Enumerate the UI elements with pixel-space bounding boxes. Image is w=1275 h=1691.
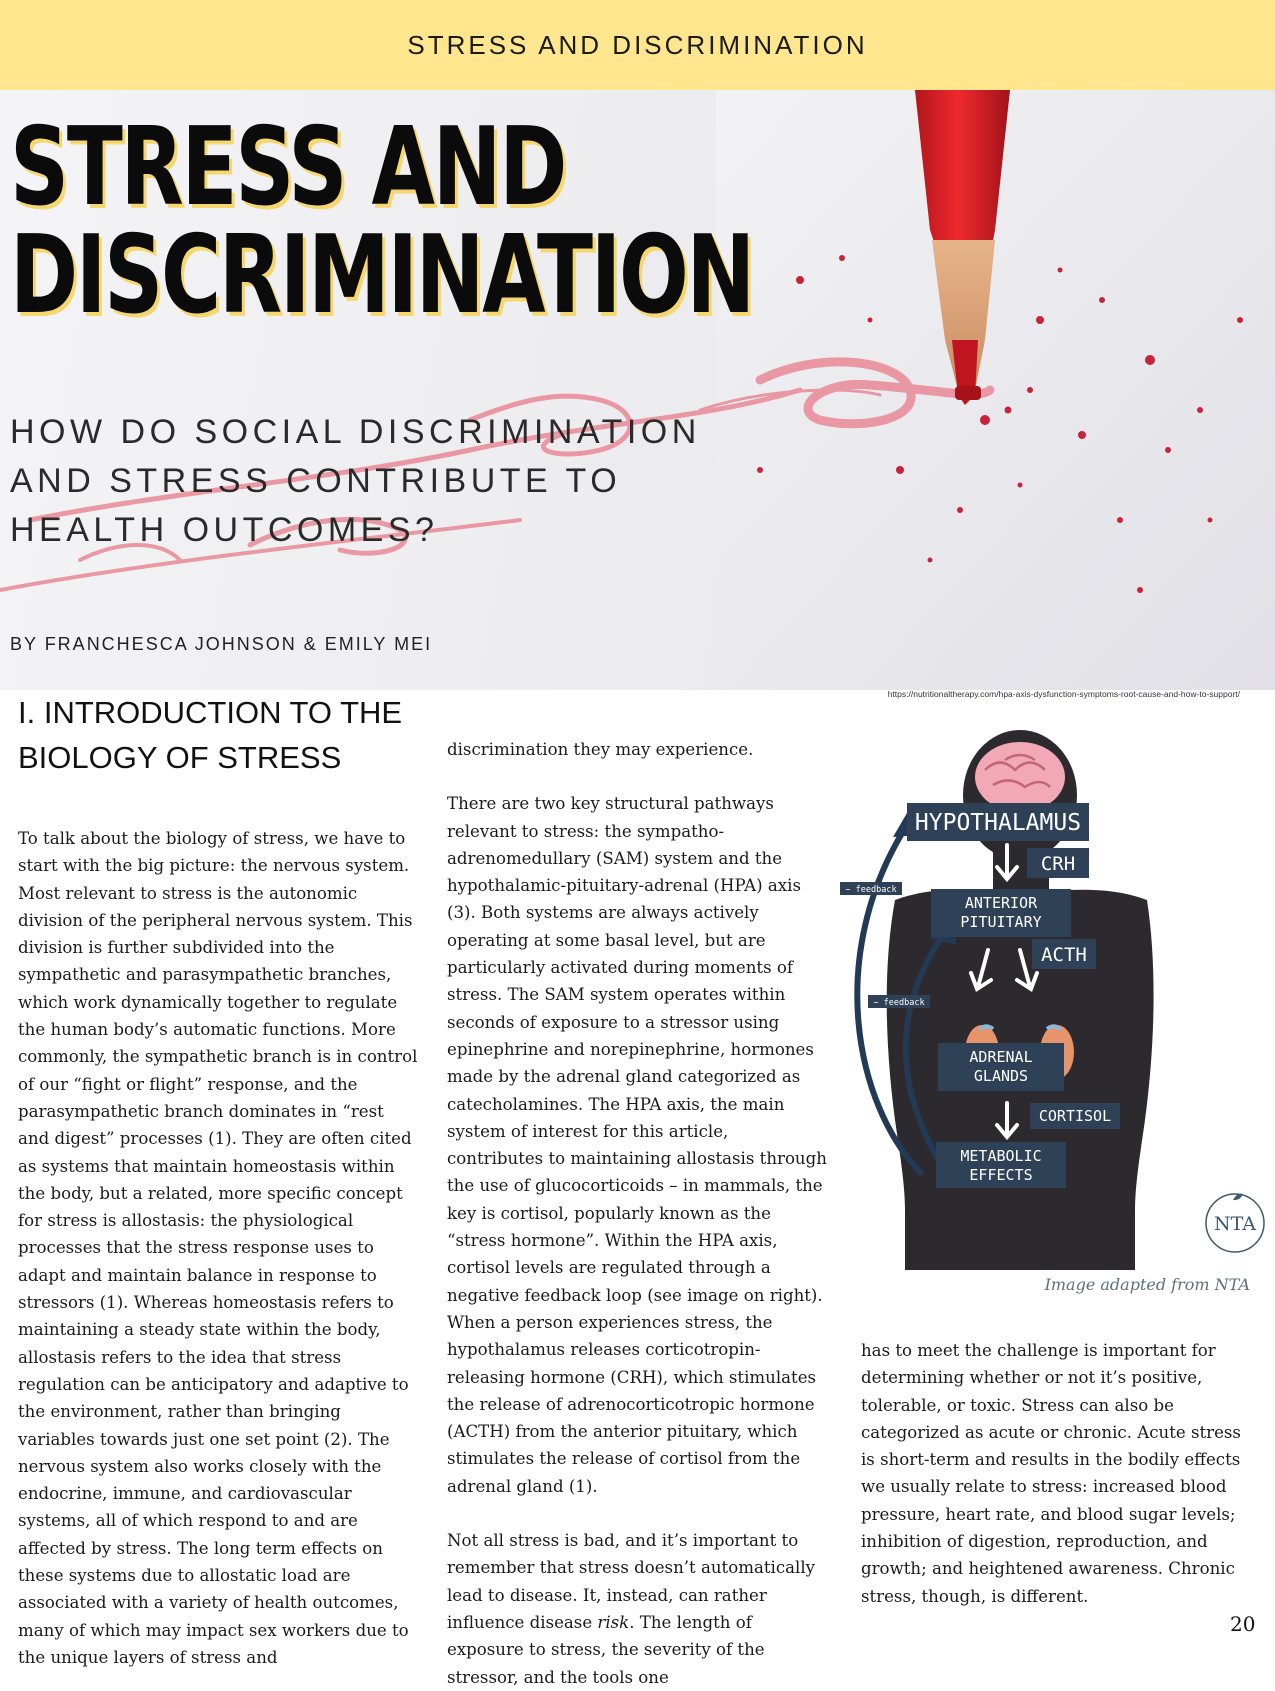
main-title: [10, 105, 753, 338]
metabolic-effects-line2: EFFECTS: [969, 1166, 1033, 1184]
crh-label: CRH: [1040, 853, 1076, 875]
hpa-axis-diagram: [835, 725, 1275, 1305]
hypothalamus-label: HYPOTHALAMUS: [914, 810, 1082, 836]
hero-banner: [0, 90, 1275, 690]
main-title-line1: STRESS AND: [10, 105, 566, 230]
column-1: [18, 825, 418, 1671]
anterior-pituitary-line2: PITUITARY: [960, 913, 1042, 931]
nta-logo-icon: [1206, 1194, 1264, 1252]
diagram-caption: Image adapted from NTA: [1044, 1275, 1250, 1294]
subtitle: HOW DO SOCIAL DISCRIMINATION AND STRESS CONTRIBUTE TO HEALTH OUTCOMES?: [10, 413, 701, 549]
nta-logo-text: NTA: [1214, 1213, 1256, 1235]
column-3-text: has to meet the challenge is important for determining whether or not it’s positive, tolerable, or toxic. Stress can also be categorized as acute or chronic. Acute stress is short-term and results in the bodily effects we usually relate to stress: increased blood pressure, heart rate, and blood sugar levels; inhibition of digestion, reproduction, and growth; and heightened awareness. Chronic stress, though, is different.: [861, 1341, 1241, 1606]
column-2-paragraph-3-start: Not all stress is bad, and it’s important to remember that stress doesn’t automatically lead to disease. It, instead, can rather influence disease: [447, 1531, 815, 1632]
feedback-tag-2-label: − feedback: [873, 998, 925, 1008]
source-url[interactable]: https://nutritionaltherapy.com/hpa-axis-dysfunction-symptoms-root-cause-and-how-to-support/: [887, 689, 1240, 699]
metabolic-effects-line1: METABOLIC: [960, 1147, 1042, 1165]
column-1-text: To talk about the biology of stress, we have to start with the big picture: the nervous system. Most relevant to stress is the autonomic division of the peripheral nervous system. This division is further subdivided into the sympathetic and parasympathetic branches, which work dynamically together to regulate the human body’s automatic functions. More commonly, the sympathetic branch is in control of our “fight or flight” response, and the parasympathetic branch dominates in “rest and digest” processes (1). They are often cited as systems that maintain homeostasis within the body, but a related, more specific concept for stress is allostasis: the physiological processes that the stress response uses to adapt and maintain balance in response to stressors (1). Whereas homeostasis refers to maintaining a steady state within the body, allostasis refers to the idea that stress regulation can be anticipatory and adaptive to the environment, rather than bringing variables towards just one set point (2). The nervous system also works closely with the endocrine, immune, and cardiovascular systems, all of which respond to and are affected by stress. The long term effects on these systems due to allostatic load are associated with a variety of health outcomes, many of which may impact sex workers due to the unique layers of stress and: [18, 829, 418, 1667]
header-band: [0, 0, 1275, 90]
column-3: [861, 1337, 1246, 1610]
column-2-paragraph-1: discrimination they may experience.: [447, 740, 754, 759]
section-title: I. INTRODUCTION TO THE BIOLOGY OF STRESS: [18, 695, 403, 775]
anterior-pituitary-line1: ANTERIOR: [964, 894, 1038, 912]
feedback-tag-1-label: − feedback: [845, 885, 897, 895]
main-title-line2: DISCRIMINATION: [10, 213, 753, 338]
column-2: [447, 736, 827, 1691]
column-2-paragraph-3-end: . The length of exposure to stress, the severity of the stressor, and the tools one: [447, 1612, 765, 1687]
header-band-title: STRESS AND DISCRIMINATION: [407, 29, 868, 60]
cortisol-label: CORTISOL: [1038, 1107, 1112, 1125]
column-2-emphasis-risk: risk: [597, 1612, 630, 1632]
adrenal-glands-line1: ADRENAL: [969, 1048, 1033, 1066]
column-2-paragraph-3: [447, 1527, 827, 1691]
column-2-paragraph-2: There are two key structural pathways relevant to stress: the sympatho-adrenomedullary (SAM) system and the hypothalamic-pituitary-adrenal (HPA) axis (3). Both systems are always actively operating at some basal level, but are particularly activated during moments of stress. The SAM system operates within seconds of exposure to a stressor using epinephrine and norepinephrine, hormones made by the adrenal gland categorized as catecholamines. The HPA axis, the main system of interest for this article, contributes to maintaining allostasis through the use of glucocorticoids – in mammals, the key is cortisol, popularly known as the “stress hormone”. Within the HPA axis, cortisol levels are regulated through a negative feedback loop (see image on right). When a person experiences stress, the hypothalamus releases corticotropin-releasing hormone (CRH), which stimulates the release of adrenocorticotropic hormone (ACTH) from the anterior pituitary, which stimulates the release of cortisol from the adrenal gland (1).: [447, 794, 827, 1496]
byline: BY FRANCHESCA JOHNSON & EMILY MEI: [10, 634, 433, 654]
acth-label: ACTH: [1041, 944, 1087, 966]
adrenal-glands-line2: GLANDS: [973, 1067, 1029, 1085]
page-number: 20: [1230, 1612, 1256, 1636]
